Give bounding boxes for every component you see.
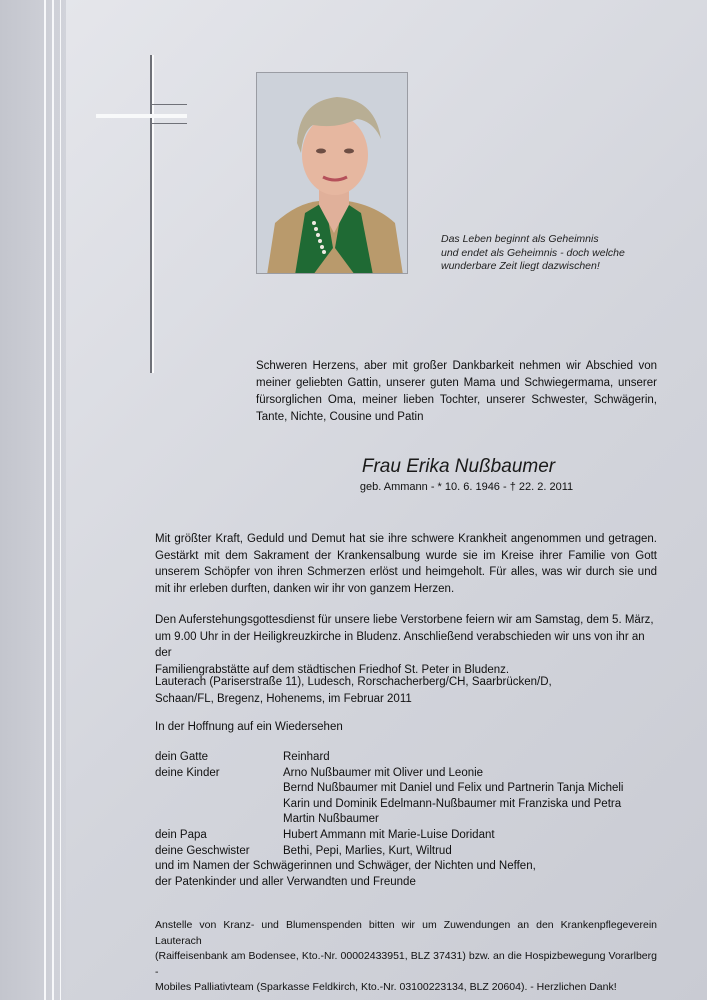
deceased-name: Frau Erika Nußbaumer (361, 456, 556, 477)
family-closing: der Patenkinder und aller Verwandten und Freunde (155, 875, 416, 888)
border-line (44, 0, 46, 1000)
family-role: dein Gatte (155, 751, 209, 763)
border-line (60, 0, 61, 1000)
child-entry: Bernd Nußbaumer mit Daniel und Felix und Partnerin Tanja Micheli (283, 782, 624, 795)
family-list (155, 750, 675, 890)
family-role: deine Geschwister (155, 844, 250, 857)
text-line: Schaan/FL, Bregenz, Hohenems, im Februar 2011 (155, 692, 412, 705)
family-names (283, 766, 675, 828)
quote-line: wunderbare Zeit liegt dazwischen! (441, 260, 600, 272)
text-line: Den Auferstehungsgottesdienst für unsere liebe Verstorbene feiern wir am Samstag, dem 5. März, (155, 614, 654, 626)
text-line: um 9.00 Uhr in der Heiligkreuzkirche in Bludenz. Anschließend verabschieden wir uns von ihr an der (155, 630, 645, 659)
paragraph-illness: Mit größter Kraft, Geduld und Demut hat sie ihre schwere Krankheit angenommen und getragen. Gestärkt mit dem Sakrament der Krankensalbung wurde sie im Kreise ihrer Familie von Gott unserem Schöpfer von ihren Schmerzen erlöst und heimgeholt. Für alles, was wir durch sie und mit ihr erleben durften, danken wir ihr von ganzem Herzen. (155, 533, 657, 595)
family-names: Reinhard (283, 751, 330, 763)
text-line: Mobiles Palliativteam (Sparkasse Feldkirch, Kto.-Nr. 03100223134, BLZ 20604). - Herzlichen Dank! (155, 981, 617, 994)
epitaph-quote (441, 233, 651, 274)
text-line: Familiengrabstätte auf dem städtischen Friedhof St. Peter in Bludenz. (155, 663, 510, 676)
text-line: Anstelle von Kranz- und Blumenspenden bitten wir um Zuwendungen an den Krankenpflegeverein Lauterach (155, 919, 657, 947)
border-line (52, 0, 54, 1000)
family-row (155, 750, 675, 766)
life-dates: geb. Ammann - * 10. 6. 1946 - † 22. 2. 2011 (359, 481, 574, 493)
child-entry: Arno Nußbaumer mit Oliver und Leonie (283, 766, 484, 779)
family-row (155, 766, 675, 828)
places-and-date (155, 674, 657, 707)
hope-line: In der Hoffnung auf ein Wiedersehen (155, 721, 343, 733)
portrait-photo (256, 72, 408, 274)
quote-line: Das Leben beginnt als Geheimnis (441, 233, 599, 245)
family-role: deine Kinder (155, 766, 220, 779)
child-entry: Karin und Dominik Edelmann-Nußbaumer mit Franziska und Petra (283, 797, 622, 810)
donation-note (155, 918, 657, 996)
family-row (155, 828, 675, 844)
intro-paragraph: Schweren Herzens, aber mit großer Dankbarkeit nehmen wir Abschied von meiner geliebten Gattin, unserer guten Mama und Schwiegermama, unserer fürsorglichen Oma, meiner lieben Tochter, unserer Schwester, Schwägerin, Tante, Nichte, Cousine und Patin (256, 360, 657, 423)
family-names: Bethi, Pepi, Marlies, Kurt, Wiltrud (283, 844, 452, 857)
text-line: (Raiffeisenbank am Bodensee, Kto.-Nr. 00002433951, BLZ 37431) bzw. an die Hospizbewegung Vorarlberg - (155, 950, 657, 978)
paragraph-service (155, 612, 657, 678)
decorative-border-band (0, 0, 66, 1000)
family-role: dein Papa (155, 828, 207, 841)
quote-line: und endet als Geheimnis - doch welche (441, 246, 625, 259)
text-line: Lauterach (Pariserstraße 11), Ludesch, Rorschacherberg/CH, Saarbrücken/D, (155, 676, 552, 688)
family-row (155, 844, 675, 860)
family-names: Hubert Ammann mit Marie-Luise Doridant (283, 828, 495, 841)
family-closing: und im Namen der Schwägerinnen und Schwäger, der Nichten und Neffen, (155, 860, 536, 873)
child-entry: Martin Nußbaumer (283, 813, 379, 826)
